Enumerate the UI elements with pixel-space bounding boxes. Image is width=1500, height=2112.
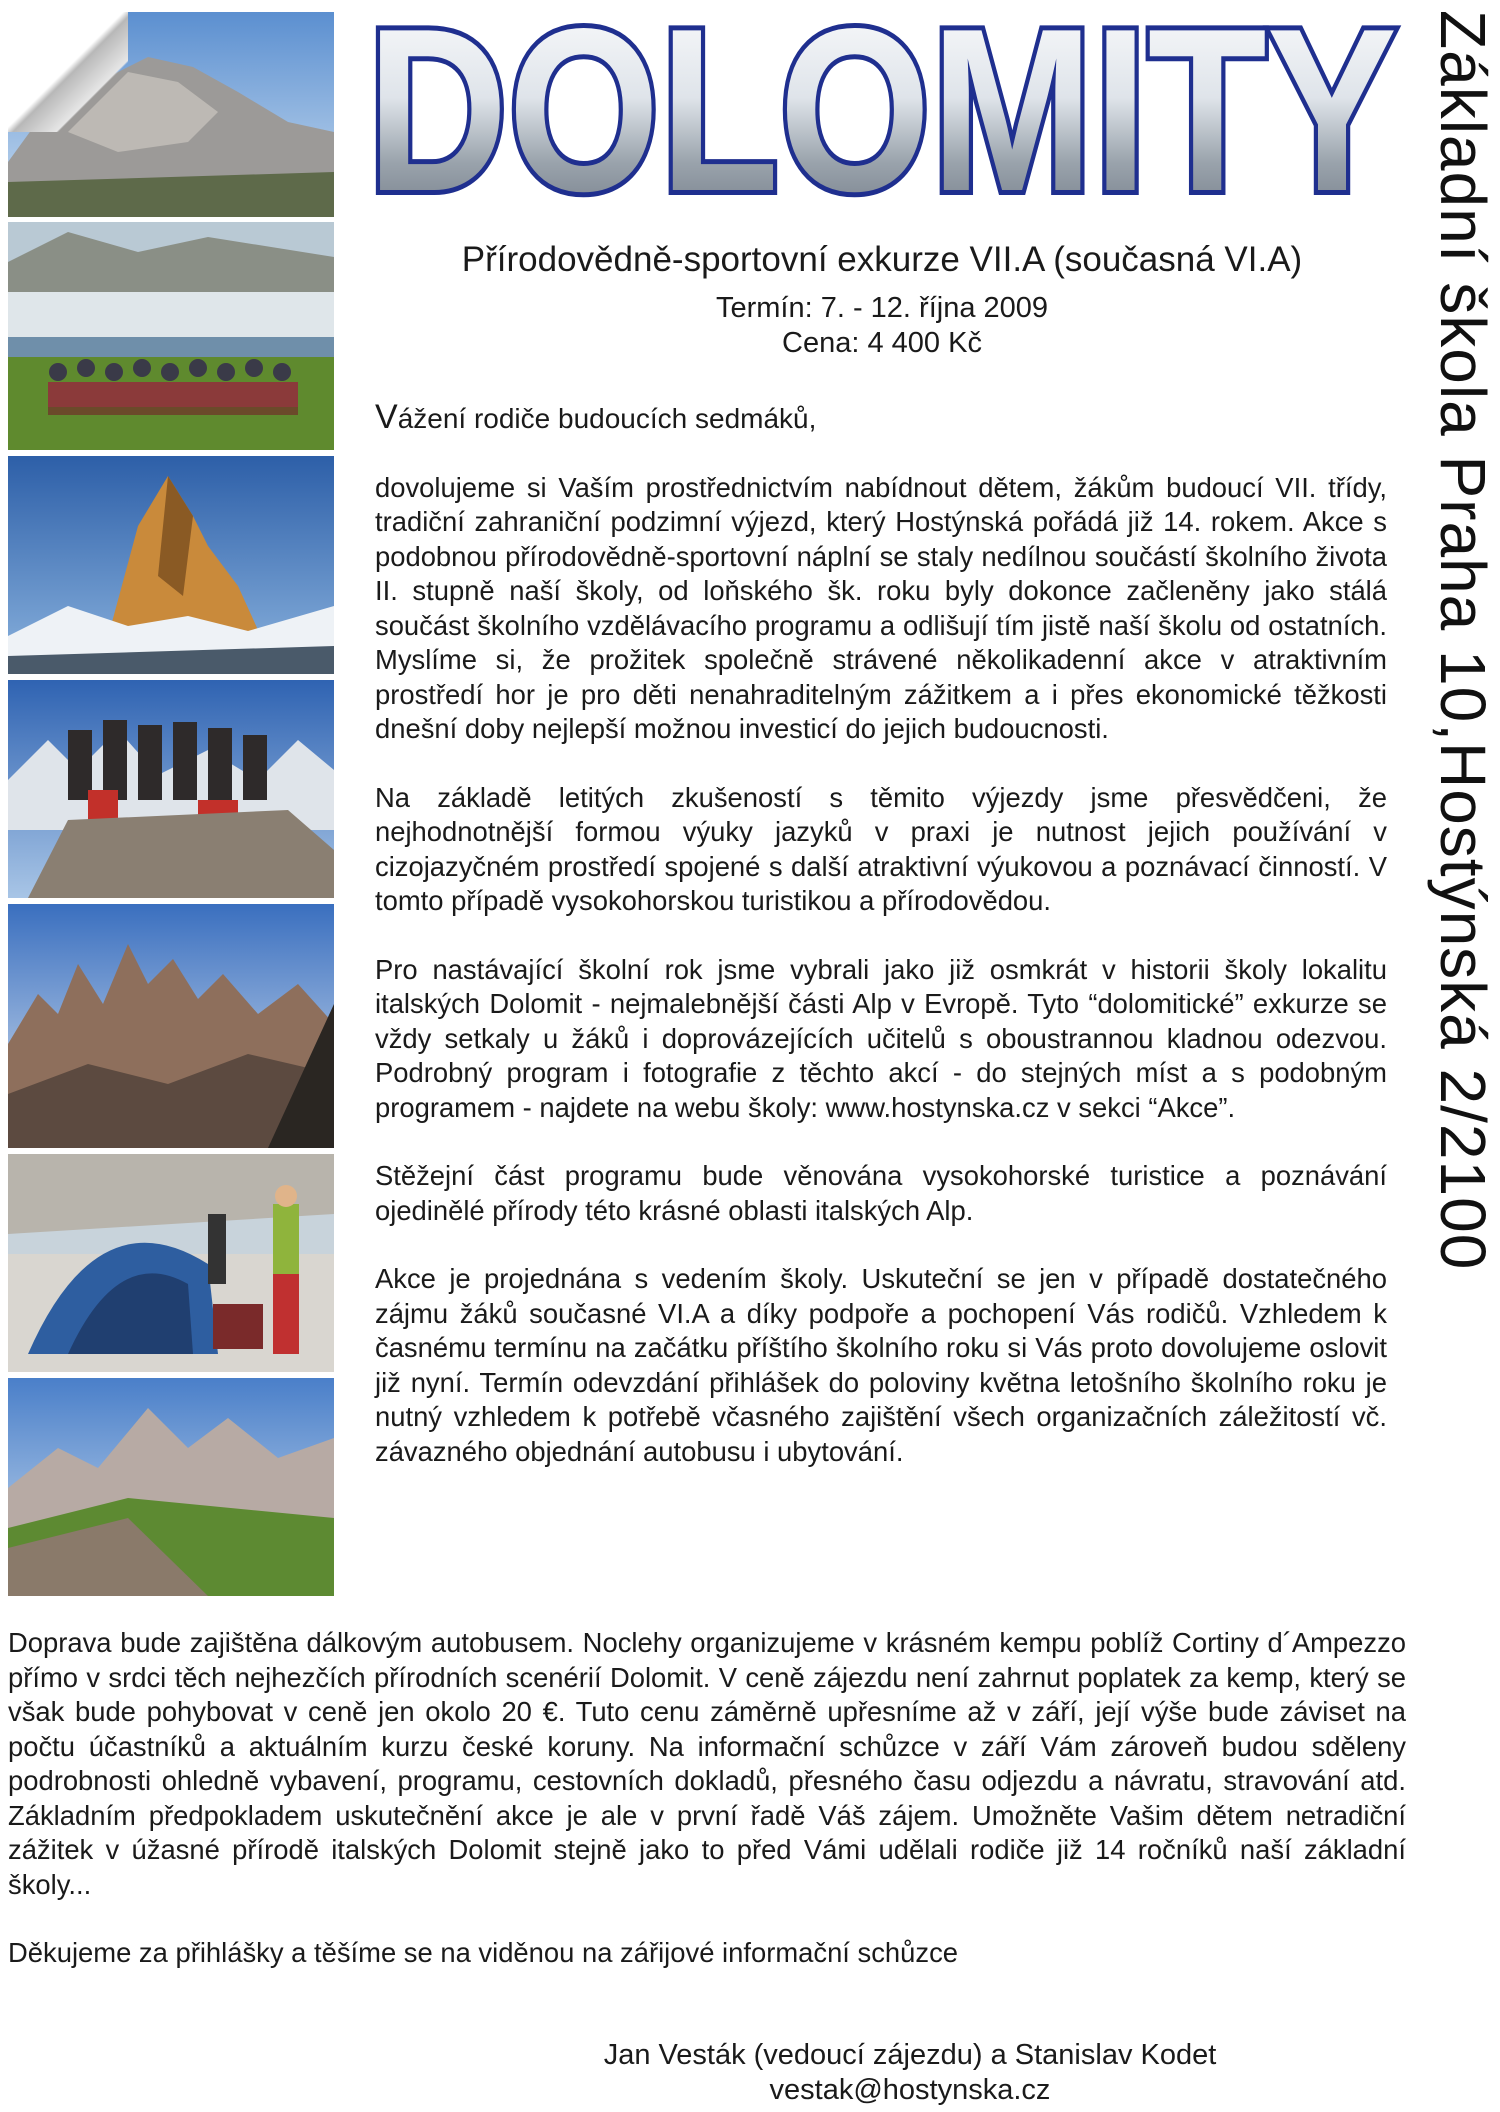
paragraph-2: Na základě letitých zkušeností s těmito výjezdy jsme přesvědčeni, že nejhodnotnější formou výuky jazyků v praxi je nutnost jejich používání v cizojazyčném prostředí spojené s další atraktivní výukovou a poznávací činností. V tomto případě vysokohorskou turistikou a přírodovědou. xyxy=(375,781,1387,916)
paragraph-3: Pro nastávající školní rok jsme vybrali jako již osmkrát v historii školy lokalitu italských Dolomit - nejmalebnější části Alp v Evropě. Tyto “dolomitické” exkurze se vždy setkaly u žáků i doprovázejících učitelů s oboustrannou kladnou odezvou. Podrobný program i fotografie z těchto akcí - do stejných míst a s podobným programem - najdete na webu školy: www.hostynska.cz v sekci “Akce”. xyxy=(375,953,1387,1123)
photo-jagged-peaks xyxy=(8,904,334,1148)
bottom-section xyxy=(8,1626,1406,1971)
photo-group-on-rock xyxy=(8,680,334,898)
greeting xyxy=(375,400,1387,437)
school-name-vertical xyxy=(1412,10,1499,1480)
signature-block xyxy=(560,2038,1260,2108)
signature: Jan Vesták (vedoucí zájezdu) a Stanislav Kodet xyxy=(603,2039,1217,2071)
term-and-price xyxy=(362,291,1402,361)
title-dolomity xyxy=(362,0,1402,240)
letter-body xyxy=(375,400,1387,1469)
closing-line: Děkujeme za přihlášky a těšíme se na viděnou na zářijové informační schůzce xyxy=(8,1937,959,1968)
greeting-rest: ážení rodiče budoucích sedmáků, xyxy=(397,403,817,434)
photo-valley xyxy=(8,1378,334,1596)
photo-rock-tower xyxy=(8,456,334,674)
paragraph-5: Akce je projednána s vedením školy. Uskuteční se jen v případě dostatečného zájmu žáků současné VI.A a díky podpoře a pochopení Vás rodičů. Vzhledem k časnému termínu na začátku příštího školního roku si Vás proto dovolujeme oslovit již nyní. Termín odevzdání přihlášek do poloviny května letošního školního roku je nutný vzhledem k potřebě včasného zajištění všech organizačních záležitostí vč. závazného objednání autobusu i ubytování. xyxy=(375,1263,1387,1467)
email: vestak@hostynska.cz xyxy=(769,2074,1051,2106)
term: Termín: 7. - 12. října 2009 xyxy=(715,292,1049,324)
page-curl-icon xyxy=(8,12,128,132)
photo-lake-group xyxy=(8,222,334,450)
photo-tent xyxy=(8,1154,334,1372)
paragraph-1: dovolujeme si Vaším prostřednictvím nabídnout dětem, žákům budoucí VII. třídy, tradiční zahraniční podzimní výjezd, který Hostýnská pořádá již 14. rokem. Akce s podobnou přírodovědně-sportovní náplní se staly nedílnou součástí školního života II. stupně naší školy, od loňského šk. roku byly dokonce začleněny jako stálá součást školního vzdělávacího programu a odlišují tím jistě naší školu od ostatních. Myslíme si, že prožitek společně strávené několikadenní akce v atraktivním prostředí hor je pro děti nenahraditelným zážitkem a i přes ekonomické těžkosti dnešní doby nejlepší možnou investicí do jejich budoucnosti. xyxy=(375,471,1387,744)
school-name-text: Základní škola Praha 10,Hostýnská 2/2100 xyxy=(1427,10,1499,1271)
greeting-initial: V xyxy=(375,398,398,436)
price: Cena: 4 400 Kč xyxy=(782,327,982,359)
bottom-paragraph: Doprava bude zajištěna dálkovým autobusem. Noclehy organizujeme v krásném kempu poblíž Cortiny d´Ampezzo přímo v srdci těch nejhezčích přírodních scenérií Dolomit. V ceně zájezdu není zahrnut poplatek za kemp, který se však bude pohybovat v ceně jen okolo 20 €. Tuto cenu záměrně upřesníme až v září, její výše bude záviset na počtu účastníků a aktuálním kurzu české koruny. Na informační schůzce v září Vám zároveň budou sděleny podrobnosti ohledně vybavení, programu, cestovních dokladů, přesného času odjezdu a návratu, stravování atd. Základním předpokladem uskutečnění akce je ale v první řadě Váš zájem. Umožněte Vašim dětem netradiční zážitek v úžasné přírodě italských Dolomit stejně jako to před Vámi udělali rodiče již 14 ročníků naší základní školy... xyxy=(8,1627,1406,1900)
subtitle: Přírodovědně-sportovní exkurze VII.A (současná VI.A) xyxy=(461,240,1303,279)
paragraph-4: Stěžejní část programu bude věnována vysokohorské turistice a poznávání ojedinělé přírody této krásné oblasti italských Alp. xyxy=(375,1160,1387,1226)
title-text: DOLOMITY xyxy=(367,0,1397,240)
